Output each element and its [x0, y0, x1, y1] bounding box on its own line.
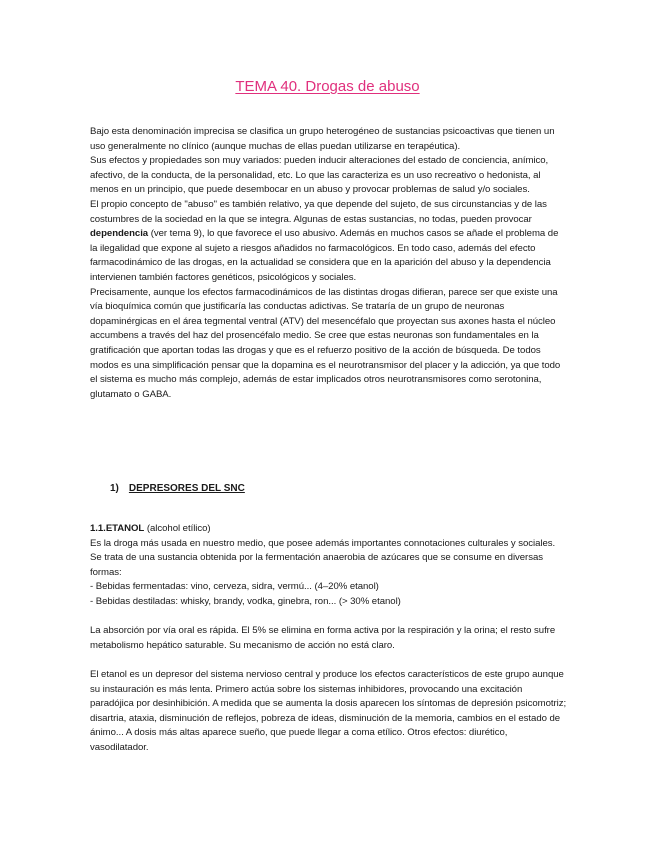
intro-paragraph-4: Precisamente, aunque los efectos farmacodinámicos de las distintas drogas difieran, parece ser que existe una vía bioquímica común que justificaría las conductas adictivas. Se trataría de un grupo de neuronas dopaminérgicas en el área tegmental ventral (ATV) del mesencéfalo que proyectan sus axones hasta el núcleo accumbens a través del haz del prosencéfalo medio. Se cree que estas neuronas son fundamentales en la gratificación que aportan todas las drogas y que es el refuerzo positivo de la acción de búsqueda. De todos modos es una simplificación pensar que la dopamina es el neurotransmisor del placer y la adicción, ya que todo el sistema es mucho más complejo, además de estar implicados otros neurotransmisores como serotonina, glutamato o GABA.: [90, 286, 561, 400]
etanol-intro: [90, 522, 568, 610]
intro-paragraph-2: Sus efectos y propiedades son muy variados: pueden inducir alteraciones del estado de conciencia, anímico, afectivo, de la conducta, de la personalidad, etc. Lo que las caracteriza es un uso recreativo o hedonista, al menos en un principio, que puede desembocar en un abuso y provocar problemas de salud y/o sociales.: [90, 155, 549, 196]
intro-paragraph-3-start: El propio concepto de "abuso" es también relativo, ya que depende del sujeto, de sus circunstancias y de las costumbres de la sociedad en la que se integra. Algunas de estas sustancias, no todas, pueden provocar: [90, 198, 547, 225]
intro-section: [90, 125, 568, 402]
section-number: 1): [110, 483, 119, 494]
subsection-paren: (alcohol etílico): [144, 523, 211, 534]
intro-paragraph-3: [90, 198, 568, 286]
etanol-paragraph-1: Es la droga más usada en nuestro medio, que posee además importantes connotaciones culturales y sociales. Se trata de una sustancia obtenida por la fermentación anaerobia de azúcares que se consume en diversas formas:: [90, 537, 556, 578]
etanol-absorption: [90, 624, 568, 653]
subsection-heading: [90, 522, 568, 537]
subsection-name: ETANOL: [105, 523, 145, 534]
section-heading: [110, 482, 245, 496]
etanol-paragraph-3: El etanol es un depresor del sistema nervioso central y produce los efectos característicos de este grupo aunque su instauración es más lenta. Primero actúa sobre los sistemas inhibidores, provocando una excitación paradójica por desinhibición. A medida que se aumenta la dosis aparecen los síntomas de depresión psicomotriz; disartria, ataxia, disminución de reflejos, pobreza de ideas, disminución de la memoria, cambios en el estado de ánimo... A dosis más altas aparece sueño, que puede llegar a coma etílico. Otros efectos: diurético, vasodilatador.: [90, 669, 567, 753]
list-item-fermentadas: - Bebidas fermentadas: vino, cerveza, sidra, vermú... (4–20% etanol): [90, 581, 379, 593]
list-item-destiladas: - Bebidas destiladas: whisky, brandy, vodka, ginebra, ron... (> 30% etanol): [90, 595, 401, 607]
intro-paragraph-1: Bajo esta denominación imprecisa se clasifica un grupo heterogéneo de sustancias psicoactivas que tienen un uso generalmente no clínico (aunque muchas de ellas puedan utilizarse en terapéutica).: [90, 126, 555, 152]
page-title: TEMA 40. Drogas de abuso: [235, 78, 420, 95]
subsection-number: 1.1.: [90, 523, 106, 534]
intro-paragraph-3-end: (ver tema 9), lo que favorece el uso abusivo. Además en muchos casos se añade el problema de la ilegalidad que expone al sujeto a riesgos añadidos no farmacológicos. En todo caso, además del efecto farmacodinámico de las drogas, en la actualidad se considera que en la aparición del abuso y la dependencia intervienen también factores genéticos, psicológicos y sociales.: [90, 228, 559, 283]
etanol-paragraph-2: La absorción por vía oral es rápida. El 5% se elimina en forma activa por la respiración y la orina; el resto sufre metabolismo hepático saturable. Su mecanismo de acción no está claro.: [90, 625, 556, 651]
section-title: DEPRESORES DEL SNC: [128, 483, 245, 494]
etanol-effects: [90, 668, 568, 756]
dependencia-term: dependencia: [90, 228, 149, 240]
